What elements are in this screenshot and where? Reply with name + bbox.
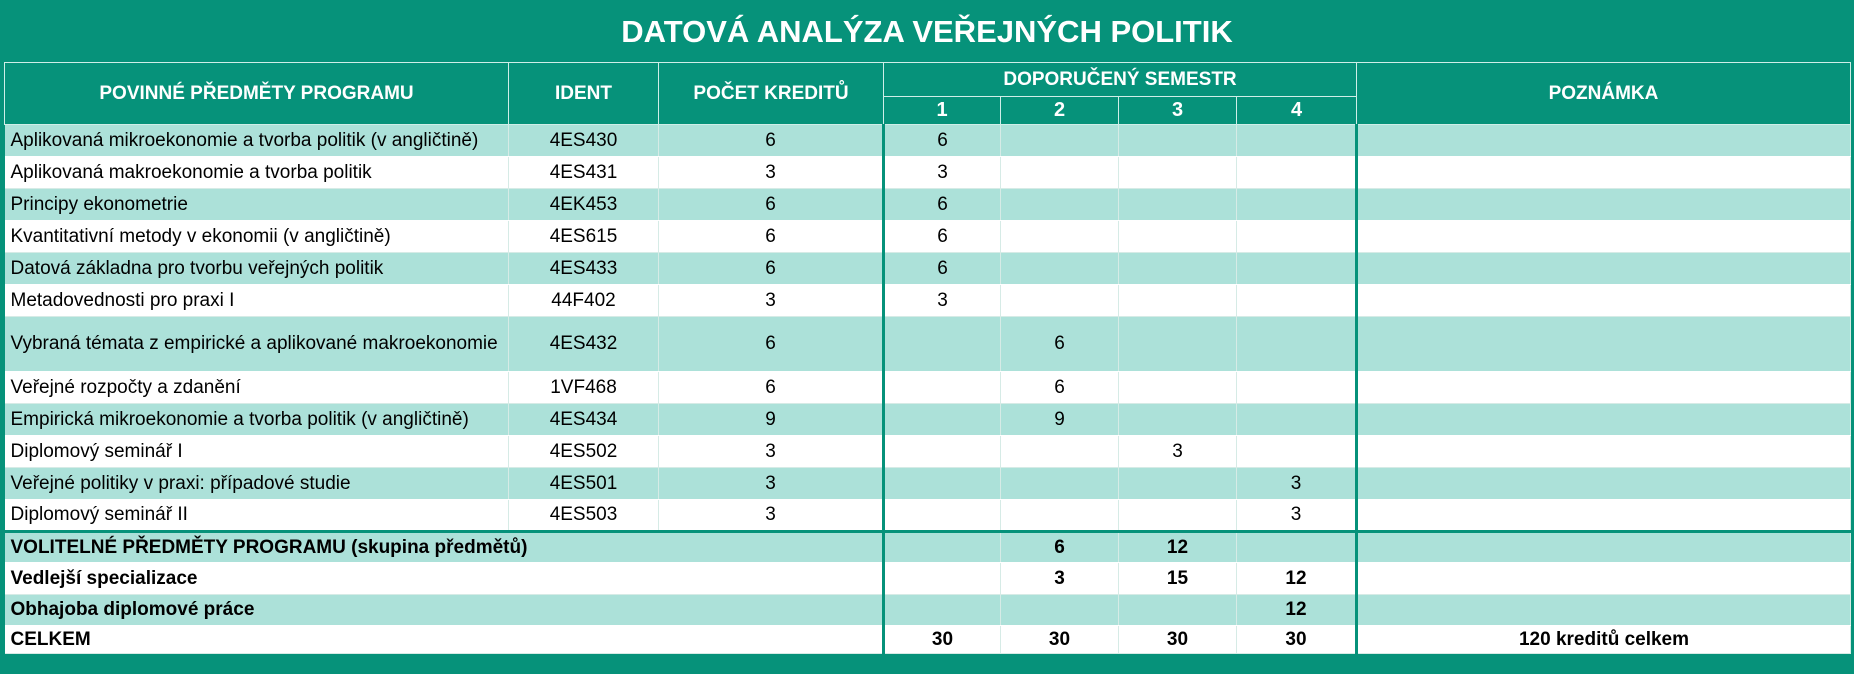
semester-4-value: 12 xyxy=(1237,595,1357,626)
total-semester-4: 30 xyxy=(1237,626,1357,654)
group-name: Vedlejší specializace xyxy=(5,563,884,595)
semester-2-value xyxy=(1001,253,1119,285)
semester-2-value xyxy=(1001,595,1119,626)
semester-3-value xyxy=(1119,468,1237,500)
semester-2-value: 6 xyxy=(1001,532,1119,563)
note-cell xyxy=(1357,436,1851,468)
semester-1-value: 3 xyxy=(884,285,1001,317)
semester-1-value: 6 xyxy=(884,189,1001,221)
semester-2-value xyxy=(1001,221,1119,253)
note-cell xyxy=(1357,125,1851,157)
note-cell xyxy=(1357,563,1851,595)
semester-2-value xyxy=(1001,468,1119,500)
subject-name: Aplikovaná mikroekonomie a tvorba politik (v angličtině) xyxy=(5,125,509,157)
subject-ident: 4ES431 xyxy=(509,157,659,189)
subject-name: Empirická mikroekonomie a tvorba politik (v angličtině) xyxy=(5,404,509,436)
table-row xyxy=(5,500,1851,532)
total-semester-3: 30 xyxy=(1119,626,1237,654)
semester-1-value xyxy=(884,404,1001,436)
subject-ident: 4ES615 xyxy=(509,221,659,253)
curriculum-table xyxy=(4,62,1851,654)
subject-credits: 6 xyxy=(659,221,884,253)
header-ident: IDENT xyxy=(509,63,659,125)
subject-credits: 3 xyxy=(659,285,884,317)
header-semester-1: 1 xyxy=(884,97,1001,125)
table-row xyxy=(5,317,1851,372)
subject-ident: 4ES503 xyxy=(509,500,659,532)
semester-4-value xyxy=(1237,317,1357,372)
semester-3-value xyxy=(1119,500,1237,532)
semester-2-value: 6 xyxy=(1001,372,1119,404)
note-cell xyxy=(1357,500,1851,532)
semester-4-value xyxy=(1237,372,1357,404)
semester-4-value xyxy=(1237,125,1357,157)
subject-name: Veřejné politiky v praxi: případové studie xyxy=(5,468,509,500)
group-name: VOLITELNÉ PŘEDMĚTY PROGRAMU (skupina předmětů) xyxy=(5,532,884,563)
subject-name: Metadovednosti pro praxi I xyxy=(5,285,509,317)
note-cell xyxy=(1357,404,1851,436)
semester-4-value xyxy=(1237,221,1357,253)
semester-4-value xyxy=(1237,157,1357,189)
note-cell xyxy=(1357,285,1851,317)
subject-ident: 4ES502 xyxy=(509,436,659,468)
semester-1-value xyxy=(884,595,1001,626)
note-cell xyxy=(1357,221,1851,253)
note-cell xyxy=(1357,189,1851,221)
subject-ident: 4ES501 xyxy=(509,468,659,500)
subject-credits: 3 xyxy=(659,468,884,500)
note-cell xyxy=(1357,595,1851,626)
table-row xyxy=(5,253,1851,285)
table-row xyxy=(5,285,1851,317)
semester-3-value xyxy=(1119,372,1237,404)
semester-3-value xyxy=(1119,157,1237,189)
table-row xyxy=(5,372,1851,404)
subject-ident: 4ES434 xyxy=(509,404,659,436)
subject-credits: 6 xyxy=(659,317,884,372)
semester-4-value xyxy=(1237,189,1357,221)
semester-3-value xyxy=(1119,189,1237,221)
note-cell xyxy=(1357,468,1851,500)
table-row xyxy=(5,125,1851,157)
subject-credits: 9 xyxy=(659,404,884,436)
semester-4-value xyxy=(1237,285,1357,317)
semester-1-value xyxy=(884,532,1001,563)
semester-2-value: 3 xyxy=(1001,563,1119,595)
total-semester-2: 30 xyxy=(1001,626,1119,654)
subject-ident: 4ES433 xyxy=(509,253,659,285)
header-semester: DOPORUČENÝ SEMESTR xyxy=(884,63,1357,97)
semester-1-value xyxy=(884,500,1001,532)
semester-3-value xyxy=(1119,285,1237,317)
subject-name: Veřejné rozpočty a zdanění xyxy=(5,372,509,404)
table-row xyxy=(5,189,1851,221)
subject-name: Diplomový seminář I xyxy=(5,436,509,468)
subject-credits: 6 xyxy=(659,253,884,285)
subject-credits: 6 xyxy=(659,189,884,221)
table-row xyxy=(5,468,1851,500)
semester-1-value xyxy=(884,468,1001,500)
table-row xyxy=(5,221,1851,253)
semester-3-value: 3 xyxy=(1119,436,1237,468)
semester-3-value: 12 xyxy=(1119,532,1237,563)
table-row xyxy=(5,563,1851,595)
table-row xyxy=(5,532,1851,563)
note-cell xyxy=(1357,253,1851,285)
subject-ident: 44F402 xyxy=(509,285,659,317)
semester-3-value xyxy=(1119,595,1237,626)
subject-credits: 6 xyxy=(659,372,884,404)
semester-3-value xyxy=(1119,253,1237,285)
subject-name: Kvantitativní metody v ekonomii (v angličtině) xyxy=(5,221,509,253)
header-semester-4: 4 xyxy=(1237,97,1357,125)
semester-1-value xyxy=(884,372,1001,404)
subject-name: Vybraná témata z empirické a aplikované makroekonomie xyxy=(5,317,509,372)
subject-ident: 4ES432 xyxy=(509,317,659,372)
note-cell xyxy=(1357,157,1851,189)
table-row xyxy=(5,595,1851,626)
group-name: Obhajoba diplomové práce xyxy=(5,595,884,626)
header-credits: POČET KREDITŮ xyxy=(659,63,884,125)
semester-2-value xyxy=(1001,285,1119,317)
header-semester-3: 3 xyxy=(1119,97,1237,125)
semester-3-value: 15 xyxy=(1119,563,1237,595)
semester-2-value xyxy=(1001,125,1119,157)
table-row xyxy=(5,157,1851,189)
page-title: DATOVÁ ANALÝZA VEŘEJNÝCH POLITIK xyxy=(621,14,1233,49)
semester-2-value xyxy=(1001,500,1119,532)
subject-credits: 6 xyxy=(659,125,884,157)
subject-name: Principy ekonometrie xyxy=(5,189,509,221)
semester-1-value: 3 xyxy=(884,157,1001,189)
semester-1-value xyxy=(884,436,1001,468)
semester-4-value xyxy=(1237,404,1357,436)
table-row xyxy=(5,436,1851,468)
note-cell xyxy=(1357,317,1851,372)
header-subjects: POVINNÉ PŘEDMĚTY PROGRAMU xyxy=(5,63,509,125)
semester-1-value: 6 xyxy=(884,253,1001,285)
semester-2-value xyxy=(1001,436,1119,468)
semester-1-value xyxy=(884,563,1001,595)
subject-name: Diplomový seminář II xyxy=(5,500,509,532)
semester-2-value: 6 xyxy=(1001,317,1119,372)
subject-ident: 4EK453 xyxy=(509,189,659,221)
subject-ident: 1VF468 xyxy=(509,372,659,404)
subject-credits: 3 xyxy=(659,436,884,468)
semester-4-value: 12 xyxy=(1237,563,1357,595)
semester-4-value xyxy=(1237,436,1357,468)
semester-4-value: 3 xyxy=(1237,500,1357,532)
subject-name: Datová základna pro tvorbu veřejných politik xyxy=(5,253,509,285)
semester-3-value xyxy=(1119,125,1237,157)
table-row xyxy=(5,404,1851,436)
semester-4-value: 3 xyxy=(1237,468,1357,500)
total-semester-1: 30 xyxy=(884,626,1001,654)
semester-4-value xyxy=(1237,532,1357,563)
semester-3-value xyxy=(1119,221,1237,253)
semester-1-value: 6 xyxy=(884,221,1001,253)
header-note: POZNÁMKA xyxy=(1357,63,1851,125)
total-row xyxy=(5,626,1851,654)
semester-3-value xyxy=(1119,317,1237,372)
semester-4-value xyxy=(1237,253,1357,285)
semester-2-value xyxy=(1001,189,1119,221)
note-cell xyxy=(1357,532,1851,563)
total-note: 120 kreditů celkem xyxy=(1357,626,1851,654)
subject-credits: 3 xyxy=(659,157,884,189)
subject-name: Aplikovaná makroekonomie a tvorba politik xyxy=(5,157,509,189)
subject-credits: 3 xyxy=(659,500,884,532)
semester-1-value: 6 xyxy=(884,125,1001,157)
semester-2-value xyxy=(1001,157,1119,189)
subject-ident: 4ES430 xyxy=(509,125,659,157)
note-cell xyxy=(1357,372,1851,404)
semester-3-value xyxy=(1119,404,1237,436)
semester-1-value xyxy=(884,317,1001,372)
header-semester-2: 2 xyxy=(1001,97,1119,125)
total-label: CELKEM xyxy=(5,626,884,654)
semester-2-value: 9 xyxy=(1001,404,1119,436)
